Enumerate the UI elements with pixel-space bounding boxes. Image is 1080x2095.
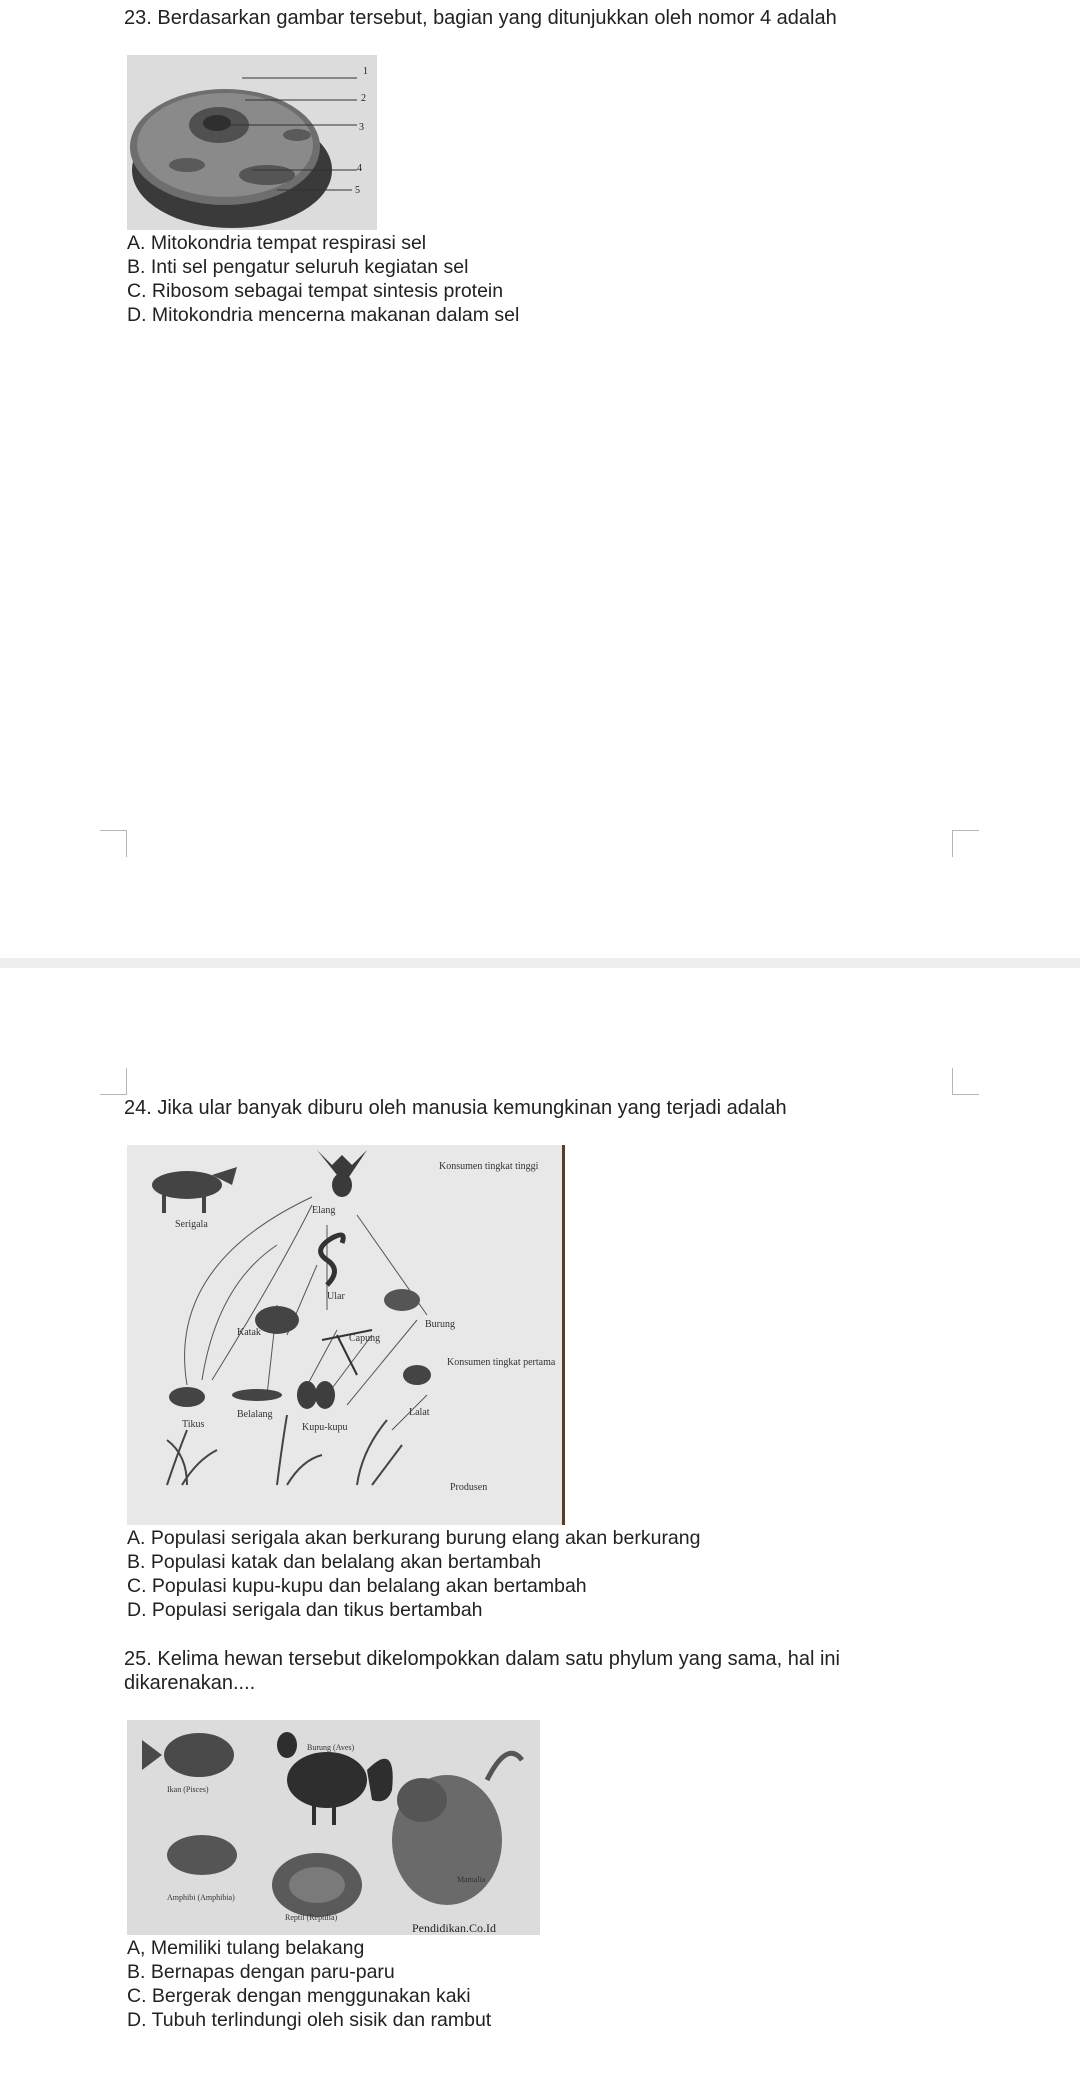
bird-icon (384, 1289, 420, 1311)
q24-option-b[interactable]: B. Populasi katak dan belalang akan bertambah (127, 1551, 542, 1573)
q25-option-d[interactable]: D. Tubuh terlindungi oleh sisik dan rambut (127, 2009, 492, 2031)
vertebrates-image (127, 1720, 540, 1935)
cell-diagram-image (127, 55, 377, 230)
question-25-line-1: 25. Kelima hewan tersebut dikelompokkan dalam satu phylum yang sama, hal ini (124, 1648, 840, 1670)
page-margin-corner (100, 830, 127, 857)
label-belalang: Belalang (237, 1409, 273, 1420)
frog-icon (255, 1306, 299, 1334)
label-lalat: Lalat (409, 1407, 430, 1418)
food-web-image (127, 1145, 562, 1525)
label-konsumen-tinggi: Konsumen tingkat tinggi (439, 1161, 539, 1172)
mouse-icon (169, 1387, 205, 1407)
cell-label-1: 1 (363, 66, 368, 77)
page-margin-corner (952, 1068, 979, 1095)
cell-diagram-figure (127, 55, 377, 230)
q24-option-d[interactable]: D. Populasi serigala dan tikus bertambah (127, 1599, 483, 1621)
q24-option-a[interactable]: A. Populasi serigala akan berkurang burung elang akan berkurang (127, 1527, 701, 1549)
label-elang: Elang (312, 1205, 336, 1216)
label-ikan-pisces: Ikan (Pisces) (167, 1785, 209, 1794)
label-mamalia: Mamalia (457, 1875, 486, 1884)
q25-option-b[interactable]: B. Bernapas dengan paru-paru (127, 1961, 395, 1983)
label-serigala: Serigala (175, 1219, 208, 1230)
grasshopper-icon (232, 1389, 282, 1401)
vertebrates-figure (127, 1720, 540, 1935)
q25-option-a[interactable]: A, Memiliki tulang belakang (127, 1937, 365, 1959)
cell-label-2: 2 (361, 93, 366, 104)
cell-label-3: 3 (359, 122, 364, 133)
label-capung: Capung (349, 1333, 381, 1344)
label-burung-aves: Burung (Aves) (307, 1743, 355, 1752)
cell-label-4: 4 (357, 163, 362, 174)
label-katak: Katak (237, 1327, 261, 1338)
snake-icon (272, 1853, 362, 1917)
fly-icon (403, 1365, 431, 1385)
page-margin-corner (100, 1068, 127, 1095)
q23-option-a[interactable]: A. Mitokondria tempat respirasi sel (127, 232, 427, 254)
q23-option-b[interactable]: B. Inti sel pengatur seluruh kegiatan sel (127, 256, 469, 278)
q24-option-c[interactable]: C. Populasi kupu-kupu dan belalang akan bertambah (127, 1575, 587, 1597)
label-kupu: Kupu-kupu (302, 1422, 348, 1433)
label-ular: Ular (327, 1291, 345, 1302)
label-tikus: Tikus (182, 1419, 205, 1430)
question-23: 23. Berdasarkan gambar tersebut, bagian yang ditunjukkan oleh nomor 4 adalah (124, 7, 837, 29)
q23-option-c[interactable]: C. Ribosom sebagai tempat sintesis protein (127, 280, 504, 302)
frog-icon (167, 1835, 237, 1875)
label-burung: Burung (425, 1319, 455, 1330)
label-amphibi: Amphibi (Amphibia) (167, 1893, 235, 1902)
page-margin-corner (952, 830, 979, 857)
question-25-line-2: dikarenakan.... (124, 1672, 256, 1694)
watermark-text: Pendidikan.Co.Id (412, 1921, 496, 1935)
question-24: 24. Jika ular banyak diburu oleh manusia kemungkinan yang terjadi adalah (124, 1097, 787, 1119)
cell-label-5: 5 (355, 185, 360, 196)
label-konsumen-pertama: Konsumen tingkat pertama (447, 1357, 556, 1368)
label-reptil: Reptil (Reptilia) (285, 1913, 338, 1922)
page-break (0, 958, 1080, 968)
label-produsen: Produsen (450, 1482, 488, 1493)
food-web-figure (127, 1145, 565, 1525)
q25-option-c[interactable]: C. Bergerak dengan menggunakan kaki (127, 1985, 471, 2007)
q23-option-d[interactable]: D. Mitokondria mencerna makanan dalam sel (127, 304, 520, 326)
